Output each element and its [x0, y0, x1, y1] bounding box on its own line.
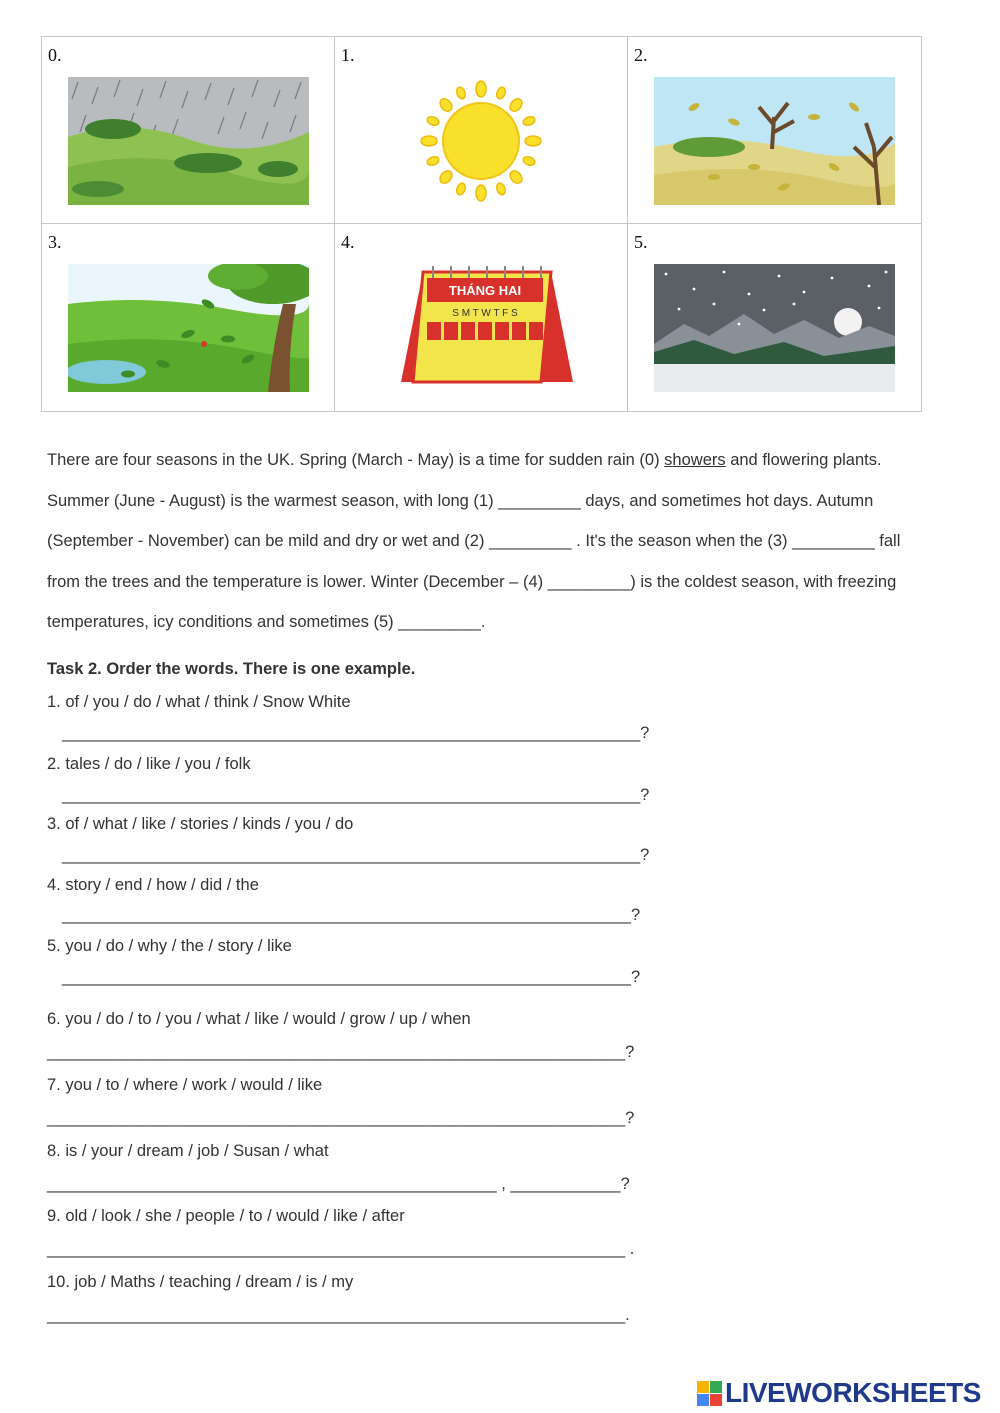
calendar-title: THÁNG HAI: [448, 283, 522, 298]
answer-line-6[interactable]: _______________________________________________________________?: [47, 1043, 635, 1061]
answer-line-7[interactable]: _______________________________________________________________?: [47, 1109, 635, 1127]
answer-line-1[interactable]: _______________________________________________________________?: [62, 724, 650, 742]
question-3: 3. of / what / like / stories / kinds / you / do: [47, 815, 354, 833]
picture-number: 4.: [341, 232, 355, 252]
task-2-title: Task 2. Order the words. There is one example.: [47, 660, 416, 678]
passage-text: and flowering plants.: [725, 451, 882, 469]
picture-number: 2.: [634, 45, 648, 65]
picture-cell-0: [42, 37, 335, 224]
example-answer: showers: [664, 451, 726, 469]
picture-cell-1: [335, 37, 628, 224]
picture-number: 3.: [48, 232, 62, 252]
picture-cell-2: [628, 37, 921, 224]
answer-line-2[interactable]: _______________________________________________________________?: [62, 786, 650, 804]
calendar-days: S M T W T F S: [452, 308, 518, 319]
answer-line-5[interactable]: ______________________________________________________________?: [62, 968, 641, 986]
question-6: 6. you / do / to / you / what / like / would / grow / up / when: [47, 1010, 471, 1028]
liveworksheets-logo-icon: [697, 1381, 722, 1406]
sun-picture: [361, 77, 602, 205]
falling-leaves-picture: [68, 264, 309, 392]
question-1: 1. of / you / do / what / think / Snow White: [47, 693, 351, 711]
passage-line-1: [47, 440, 967, 481]
picture-number: 5.: [634, 232, 648, 252]
picture-number: 1.: [341, 45, 355, 65]
brand-name: LIVEWORKSHEETS: [725, 1377, 981, 1408]
calendar-picture: [361, 264, 602, 392]
picture-cell-5: [628, 224, 921, 411]
picture-cell-3: [42, 224, 335, 411]
answer-line-9[interactable]: _______________________________________________________________ .: [47, 1240, 635, 1258]
windy-autumn-picture: [654, 77, 895, 205]
picture-grid: [41, 36, 922, 412]
question-5: 5. you / do / why / the / story / like: [47, 937, 292, 955]
answer-line-4[interactable]: ______________________________________________________________?: [62, 906, 641, 924]
picture-cell-4: [335, 224, 628, 411]
question-10: 10. job / Maths / teaching / dream / is / my: [47, 1273, 354, 1291]
passage-line-3[interactable]: (September - November) can be mild and dry or wet and (2) _________ . It's the season when the (3) _________ fall: [47, 532, 901, 550]
passage-line-4[interactable]: from the trees and the temperature is lower. Winter (December – (4) _________) is the coldest season, with freezing: [47, 572, 897, 591]
answer-line-10[interactable]: _______________________________________________________________.: [47, 1306, 630, 1324]
passage-line-2[interactable]: Summer (June - August) is the warmest season, with long (1) _________ days, and sometimes hot days. Autumn: [47, 491, 874, 510]
question-8: 8. is / your / dream / job / Susan / what: [47, 1142, 329, 1160]
question-7: 7. you / to / where / work / would / like: [47, 1076, 323, 1094]
passage-text: There are four seasons in the UK. Spring (March - May) is a time for sudden rain (0): [47, 451, 665, 469]
snow-landscape-picture: [654, 264, 895, 392]
passage-line-5[interactable]: temperatures, icy conditions and sometimes (5) _________.: [47, 613, 486, 631]
liveworksheets-brand: [697, 1378, 981, 1408]
answer-line-3[interactable]: _______________________________________________________________?: [62, 846, 650, 864]
question-9: 9. old / look / she / people / to / would / like / after: [47, 1207, 405, 1225]
rain-landscape-picture: [68, 77, 309, 205]
picture-number: 0.: [48, 45, 62, 65]
question-2: 2. tales / do / like / you / folk: [47, 755, 251, 773]
answer-line-8[interactable]: _________________________________________________ , ____________?: [47, 1175, 630, 1193]
question-4: 4. story / end / how / did / the: [47, 876, 259, 894]
season-passage: [47, 440, 967, 643]
